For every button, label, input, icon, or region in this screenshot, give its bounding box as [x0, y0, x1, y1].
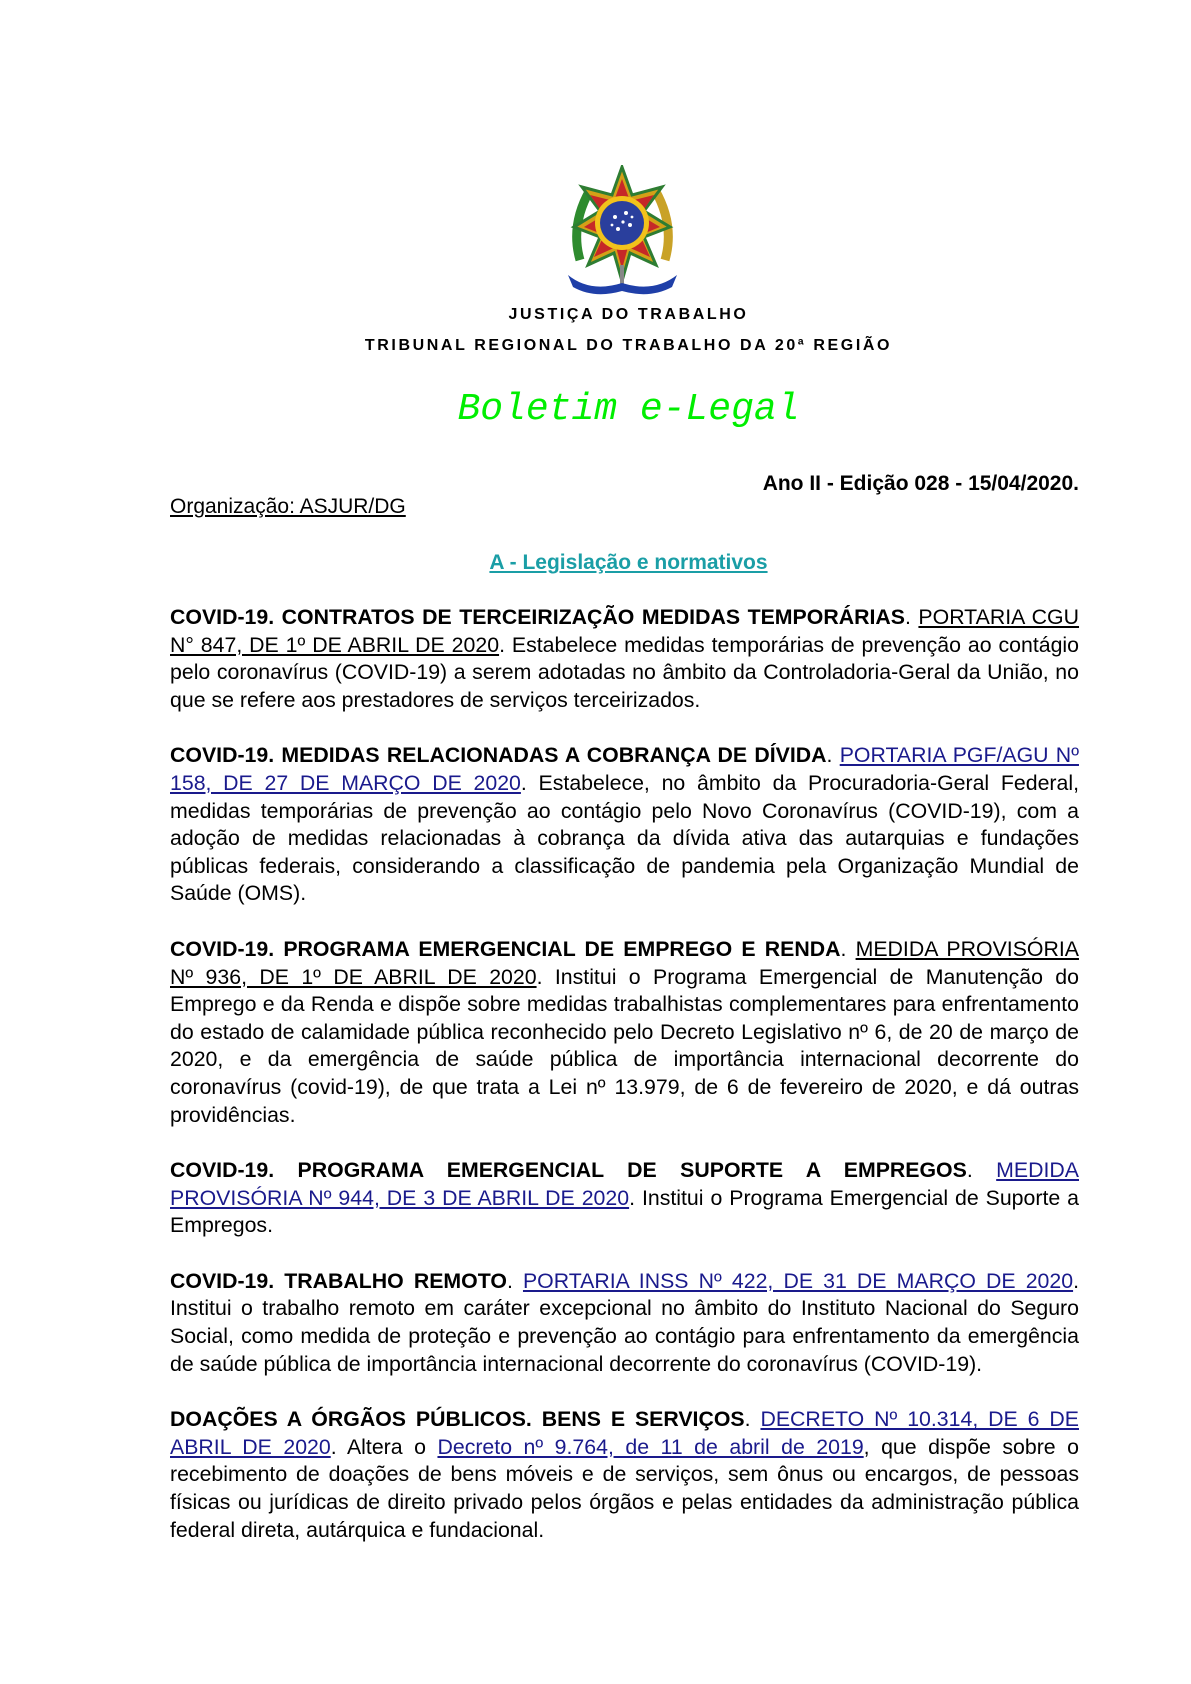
entry-heading: COVID-19. PROGRAMA EMERGENCIAL DE SUPORTE A EMPREGOS: [170, 1158, 967, 1183]
legislation-link[interactable]: MEDIDA PROVISÓRIA Nº 944, DE 3 DE ABRIL DE 2020: [170, 1158, 1079, 1210]
list-item: COVID-19. MEDIDAS RELACIONADAS A COBRANÇA DE DÍVIDA. PORTARIA PGF/AGU Nº 158, DE 27 DE MARÇO DE 2020. Estabelece, no âmbito da Procuradoria-Geral Federal, medidas temporárias de prevenção ao contágio pelo Novo Coronavírus (COVID-19), com a adoção de medidas relacionadas à cobrança da dívida ativa das autarquias e fundações públicas federais, considerando a classificação de pandemia pela Organização Mundial de Saúde (OMS).: [170, 743, 1079, 906]
entries-list: [170, 604, 1079, 1572]
legislation-link[interactable]: PORTARIA CGU N° 847, DE 1º DE ABRIL DE 2020: [170, 605, 1080, 657]
list-item: COVID-19. CONTRATOS DE TERCEIRIZAÇÃO MEDIDAS TEMPORÁRIAS. PORTARIA CGU N° 847, DE 1º DE ABRIL DE 2020. Estabelece medidas temporárias de prevenção ao contágio pelo coronavírus (COVID-19) a serem adotadas no âmbito da Controladoria-Geral da União, no que se refere aos prestadores de serviços terceirizados.: [170, 605, 1080, 712]
edition-info: Ano II - Edição 028 - 15/04/2020.: [762, 472, 1079, 495]
list-item: COVID-19. PROGRAMA EMERGENCIAL DE EMPREGO E RENDA. MEDIDA PROVISÓRIA Nº 936, DE 1º DE ABRIL DE 2020. Institui o Programa Emergencial de Manutenção do Emprego e da Renda e dispõe sobre medidas trabalhistas complementares para enfrentamento do estado de calamidade pública reconhecido pelo Decreto Legislativo nº 6, de 20 de março de 2020, e da emergência de saúde pública de importância internacional decorrente do coronavírus (covid-19), de que trata a Lei nº 13.979, de 6 de fevereiro de 2020, e dá outras providências.: [170, 936, 1079, 1127]
entry-heading: COVID-19. PROGRAMA EMERGENCIAL DE EMPREGO E RENDA: [170, 936, 841, 961]
list-item: DOAÇÕES A ÓRGÃOS PÚBLICOS. BENS E SERVIÇOS. DECRETO Nº 10.314, DE 6 DE ABRIL DE 2020. Altera o Decreto nº 9.764, de 11 de abril de 2019, que dispõe sobre o recebimento de doações de bens móveis e de serviços, sem ônus ou encargos, de pessoas físicas ou jurídicas de direito privado pelos órgãos e pelas entidades da administração pública federal direta, autárquica e fundacional.: [170, 1407, 1079, 1542]
section-title[interactable]: A - Legislação e normativos: [489, 551, 768, 574]
entry-heading: COVID-19. MEDIDAS RELACIONADAS A COBRANÇA DE DÍVIDA: [170, 743, 827, 768]
legislation-link[interactable]: PORTARIA INSS Nº 422, DE 31 DE MARÇO DE 2020: [522, 1268, 1074, 1293]
entry-text: . Estabelece, no âmbito da Procuradoria-Geral Federal, medidas temporárias de prevenção ao contágio pelo Novo Coronavírus (COVID-19), com a adoção de medidas relacionadas à cobrança da dívida ativa das autarquias e fundações públicas federais, considerando a classificação de pandemia pela Organização Mundial de Saúde (OMS).: [170, 770, 1079, 906]
entry-text: , que dispõe sobre o recebimento de doações de bens móveis e de serviços, sem ônus ou encargos, de pessoas físicas ou jurídicas de direito privado pelos órgãos e pelas entidades da administração pública federal direta, autárquica e fundacional.: [170, 1434, 1079, 1542]
list-item: COVID-19. PROGRAMA EMERGENCIAL DE SUPORTE A EMPREGOS. MEDIDA PROVISÓRIA Nº 944, DE 3 DE ABRIL DE 2020. Institui o Programa Emergencial de Suporte a Empregos.: [170, 1158, 1080, 1238]
organization-label: Organização: ASJUR/DG: [170, 495, 406, 518]
entry-heading: COVID-19. CONTRATOS DE TERCEIRIZAÇÃO MEDIDAS TEMPORÁRIAS: [170, 605, 905, 629]
court-name: TRIBUNAL REGIONAL DO TRABALHO DA 20ª REGIÃO: [364, 337, 893, 354]
legislation-link[interactable]: PORTARIA PGF/AGU Nº 158, DE 27 DE MARÇO DE 2020: [170, 743, 1079, 795]
amended-decree-link[interactable]: Decreto nº 9.764, de 11 de abril de 2019: [437, 1434, 864, 1459]
entry-heading: COVID-19. TRABALHO REMOTO: [170, 1268, 507, 1293]
entry-text: . Institui o Programa Emergencial de Manutenção do Emprego e da Renda e dispõe sobre medidas trabalhistas complementares para enfrentamento do estado de calamidade pública reconhecido pelo Decreto Legislativo nº 6, de 20 de março de 2020, e da emergência de saúde pública de importância internacional decorrente do coronavírus (covid-19), de que trata a Lei nº 13.979, de 6 de fevereiro de 2020, e dá outras providências.: [170, 964, 1079, 1127]
bulletin-title: Boletim e-Legal: [457, 388, 800, 431]
brazil-coat-of-arms-icon: [560, 165, 685, 295]
legislation-link[interactable]: MEDIDA PROVISÓRIA Nº 936, DE 1º DE ABRIL DE 2020: [170, 936, 1079, 989]
entry-text: . Institui o Programa Emergencial de Suporte a Empregos.: [170, 1185, 1080, 1238]
legislation-link[interactable]: DECRETO Nº 10.314, DE 6 DE ABRIL DE 2020: [170, 1407, 1079, 1459]
entry-text: . Estabelece medidas temporárias de prevenção ao contágio pelo coronavírus (COVID-19) a serem adotadas no âmbito da Controladoria-Geral da União, no que se refere aos prestadores de serviços terceirizados.: [170, 632, 1080, 712]
institution-name: JUSTIÇA DO TRABALHO: [508, 306, 749, 323]
entry-text: . Institui o trabalho remoto em caráter excepcional no âmbito do Instituto Nacional do Seguro Social, como medida de proteção e prevenção ao contágio para enfrentamento da emergência de saúde pública de importância internacional decorrente do coronavírus (COVID-19).: [170, 1268, 1079, 1376]
list-item: COVID-19. TRABALHO REMOTO. PORTARIA INSS Nº 422, DE 31 DE MARÇO DE 2020. Institui o trabalho remoto em caráter excepcional no âmbito do Instituto Nacional do Seguro Social, como medida de proteção e prevenção ao contágio para enfrentamento da emergência de saúde pública de importância internacional decorrente do coronavírus (COVID-19).: [170, 1268, 1079, 1376]
entry-heading: DOAÇÕES A ÓRGÃOS PÚBLICOS. BENS E SERVIÇOS: [170, 1407, 745, 1432]
entry-text: . Altera o: [330, 1434, 438, 1459]
